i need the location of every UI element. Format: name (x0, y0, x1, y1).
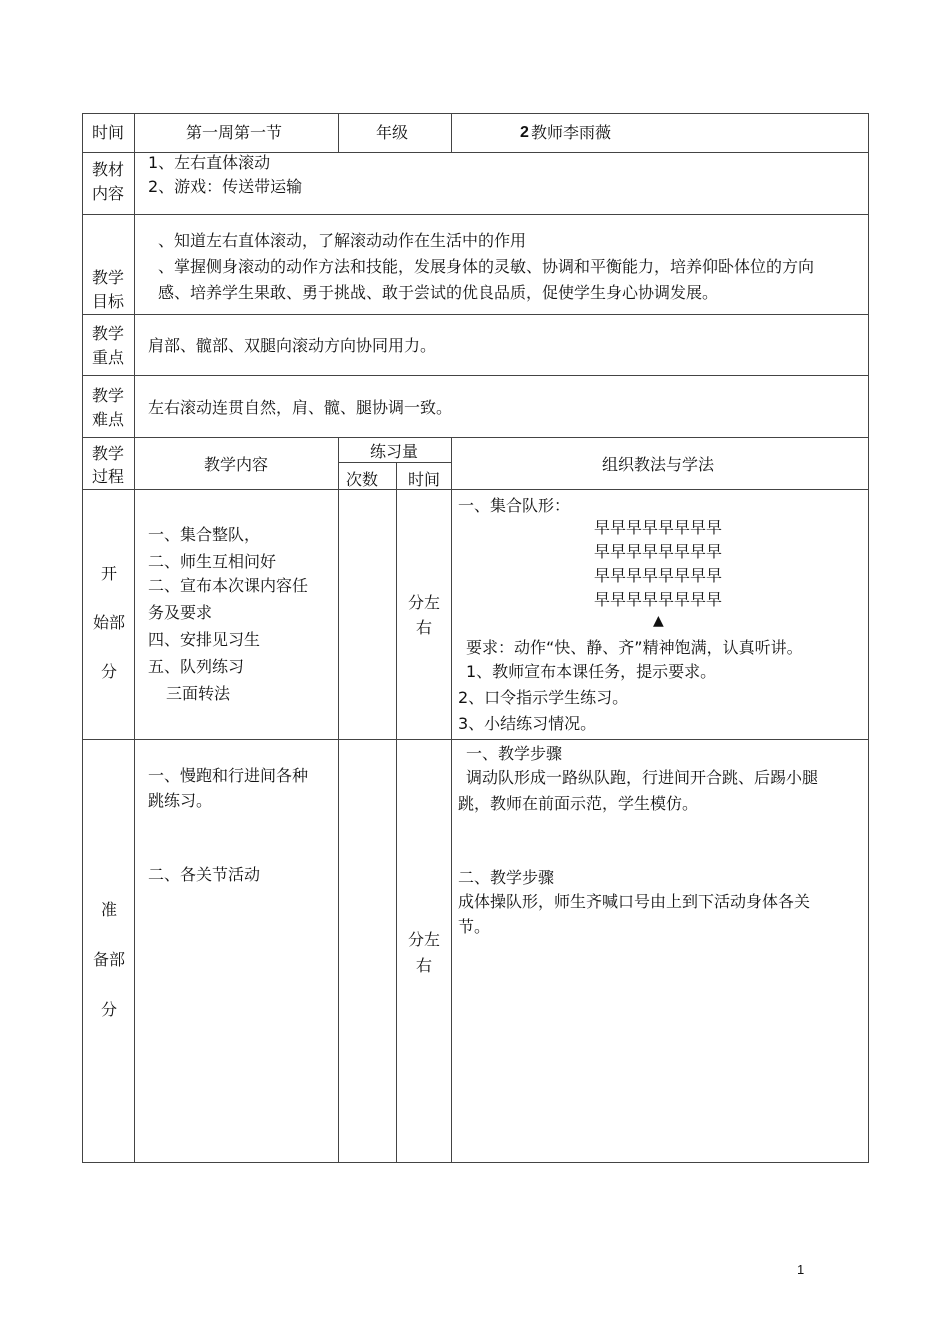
row-line-5 (82, 437, 869, 438)
count-header: 次数 (346, 470, 379, 489)
table-border-left (82, 113, 83, 1163)
key-points-label-1: 教学 (92, 324, 125, 343)
prep-time-1: 分左 (408, 930, 441, 949)
prep-section-label-3: 分 (101, 1000, 118, 1019)
start-content-4: 务及要求 (148, 603, 213, 622)
prep-step2-line-1: 成体操队形，师生齐喊口号由上到下活动身体各关 (458, 892, 811, 911)
process-label-2: 过程 (92, 467, 125, 486)
start-method-title: 一、集合队形： (458, 496, 571, 515)
table-border-top (82, 113, 869, 114)
page-number: 1 (797, 1262, 805, 1277)
start-section-label-1: 开 (101, 564, 118, 583)
material-item-2: 2、游戏：传送带运输 (148, 177, 303, 196)
prep-step1-line-2: 跳，教师在前面示范，学生模仿。 (458, 794, 699, 813)
label-column-divider (134, 113, 135, 1163)
prep-step1-title: 一、教学步骤 (466, 744, 563, 763)
method-header: 组织教法与学法 (602, 455, 715, 474)
prep-time-2: 右 (416, 956, 433, 975)
start-time-1: 分左 (408, 593, 441, 612)
process-label-1: 教学 (92, 444, 125, 463)
row-line-7 (82, 739, 869, 740)
start-content-1: 一、集合整队， (148, 525, 261, 544)
formation-row-4: 早早早早早早早早 (594, 590, 723, 609)
prep-content-1b: 跳练习。 (148, 791, 213, 810)
material-item-1: 1、左右直体滚动 (148, 153, 271, 172)
start-content-2: 二、师生互相问好 (148, 552, 277, 571)
prep-section-label-1: 准 (101, 900, 118, 919)
content-header: 教学内容 (204, 455, 269, 474)
teacher-triangle-icon: ▲ (653, 613, 664, 629)
row-line-3 (82, 314, 869, 315)
start-step-3: 3、小结练习情况。 (458, 714, 597, 733)
time-value: 第一周第一节 (186, 123, 283, 142)
row-line-2 (82, 214, 869, 215)
key-points-label-2: 重点 (92, 348, 125, 367)
start-step-1: 1、教师宣布本课任务，提示要求。 (466, 662, 717, 681)
time-header: 时间 (408, 470, 441, 489)
practice-header: 练习量 (370, 442, 419, 461)
goals-line-2: 、掌握侧身滚动的动作方法和技能，发展身体的灵敏、协调和平衡能力，培养仰卧体位的方向 (158, 257, 815, 276)
formation-row-3: 早早早早早早早早 (594, 566, 723, 585)
header-divider-1 (338, 113, 339, 152)
material-label-1: 教材 (92, 160, 125, 179)
key-points-text: 肩部、髋部、双腿向滚动方向协同用力。 (148, 336, 437, 355)
prep-step2-title: 二、教学步骤 (458, 868, 555, 887)
goals-line-1: 、知道左右直体滚动，了解滚动动作在生活中的作用 (158, 231, 527, 250)
teacher-name: 教师李雨薇 (531, 123, 612, 142)
start-requirement: 要求：动作“快、静、齐”精神饱满，认真听讲。 (466, 638, 803, 657)
table-border-bottom (82, 1162, 869, 1163)
process-divider-content (338, 437, 339, 1163)
start-content-6: 五、队列练习 (148, 657, 245, 676)
start-content-7: 三面转法 (166, 684, 231, 703)
prep-section-label-2: 备部 (93, 950, 126, 969)
grade-value: 2 (520, 124, 529, 141)
start-content-5: 四、安排见习生 (148, 630, 261, 649)
prep-content-2: 二、各关节活动 (148, 865, 261, 884)
goals-line-3: 感、培养学生果敢、勇于挑战、敢于尝试的优良品质，促使学生身心协调发展。 (158, 283, 719, 302)
start-step-2: 2、口令指示学生练习。 (458, 688, 629, 707)
goals-label-2: 目标 (92, 292, 125, 311)
process-divider-count (396, 462, 397, 1163)
formation-row-1: 早早早早早早早早 (594, 518, 723, 537)
practice-subheader-line (338, 462, 452, 463)
row-line-4 (82, 375, 869, 376)
prep-step1-line-1: 调动队形成一路纵队跑，行进间开合跳、后踢小腿 (466, 768, 819, 787)
prep-content-1a: 一、慢跑和行进间各种 (148, 766, 309, 785)
start-time-2: 右 (416, 618, 433, 637)
process-divider-method (451, 437, 452, 1163)
difficulties-label-1: 教学 (92, 386, 125, 405)
goals-label-1: 教学 (92, 268, 125, 287)
time-label: 时间 (92, 123, 125, 142)
prep-step2-line-2: 节。 (458, 917, 491, 936)
grade-label: 年级 (376, 123, 409, 142)
start-section-label-3: 分 (101, 662, 118, 681)
material-label-2: 内容 (92, 184, 125, 203)
formation-row-2: 早早早早早早早早 (594, 542, 723, 561)
difficulties-label-2: 难点 (92, 410, 125, 429)
header-divider-2 (451, 113, 452, 152)
start-section-label-2: 始部 (93, 613, 126, 632)
table-border-right (868, 113, 869, 1163)
start-content-3: 二、宣布本次课内容任 (148, 576, 309, 595)
difficulties-text: 左右滚动连贯自然，肩、髋、腿协调一致。 (148, 398, 453, 417)
row-line-6 (82, 489, 869, 490)
